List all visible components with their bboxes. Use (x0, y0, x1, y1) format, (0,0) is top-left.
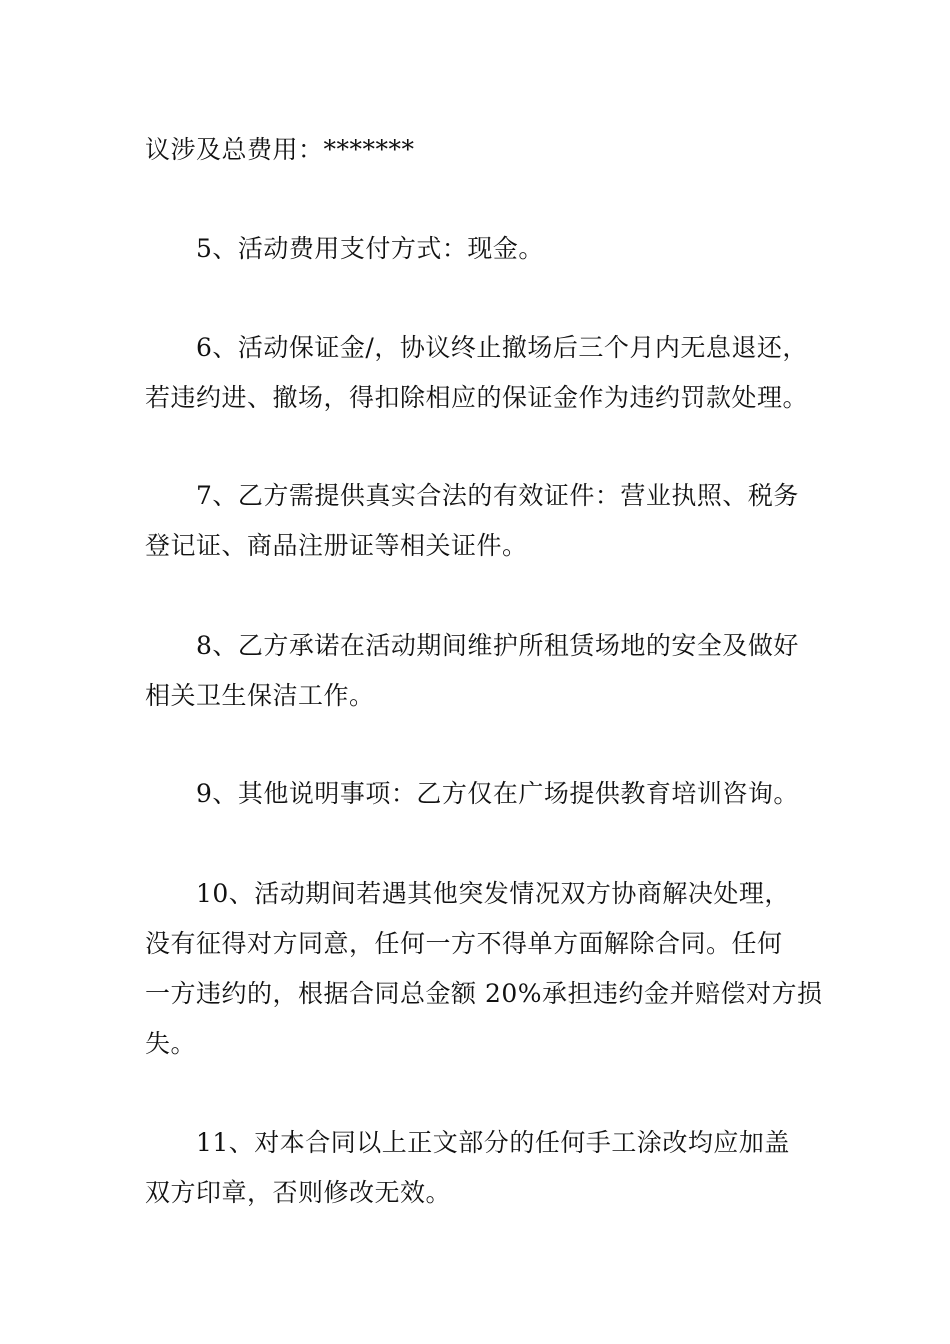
clause-6-continued: 若违约进、撤场，得扣除相应的保证金作为违约罚款处理。 (145, 383, 809, 412)
clause-8: 8、乙方承诺在活动期间维护所租赁场地的安全及做好 (196, 631, 799, 660)
clause-11-continued: 双方印章，否则修改无效。 (145, 1178, 452, 1207)
clause-10-continued: 一方违约的，根据合同总金额 20%承担违约金并赔偿对方损 (145, 979, 823, 1008)
clause-10: 10、活动期间若遇其他突发情况双方协商解决处理， (196, 879, 790, 908)
clause-9: 9、其他说明事项：乙方仅在广场提供教育培训咨询。 (196, 779, 799, 808)
clause-10-continued: 失。 (145, 1029, 197, 1058)
clause-10-continued: 没有征得对方同意，任何一方不得单方面解除合同。任何 (145, 929, 783, 958)
clause-7: 7、乙方需提供真实合法的有效证件：营业执照、税务 (196, 481, 799, 510)
clause-11: 11、对本合同以上正文部分的任何手工涂改均应加盖 (196, 1128, 790, 1157)
text-line: 议涉及总费用：******* (145, 135, 415, 164)
clause-8-continued: 相关卫生保洁工作。 (145, 681, 375, 710)
clause-5: 5、活动费用支付方式：现金。 (196, 234, 544, 263)
clause-6: 6、活动保证金/，协议终止撤场后三个月内无息退还， (196, 333, 808, 362)
clause-7-continued: 登记证、商品注册证等相关证件。 (145, 531, 528, 560)
